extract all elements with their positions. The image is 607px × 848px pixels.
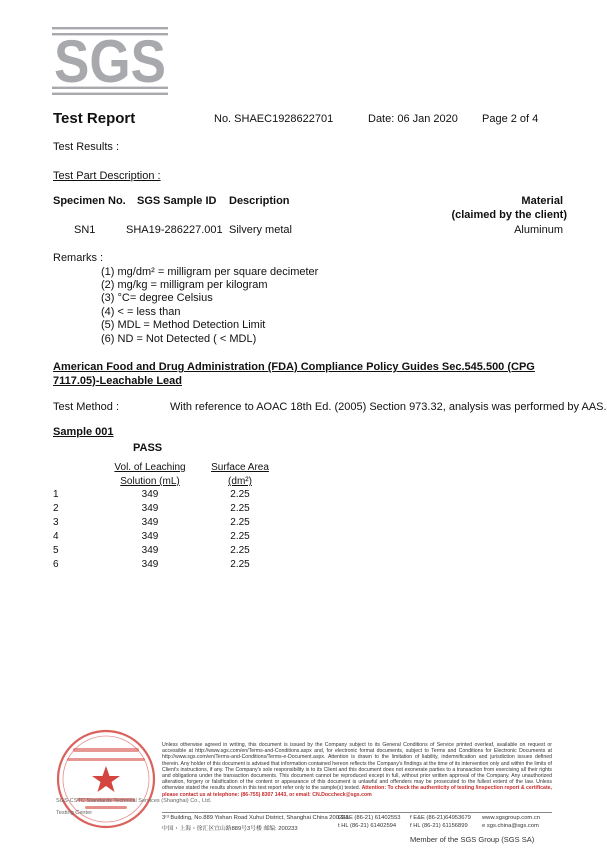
contact-email: e sgs.china@sgs.com bbox=[482, 823, 539, 829]
sample-heading: Sample 001 bbox=[53, 426, 114, 438]
report-date: Date: 06 Jan 2020 bbox=[368, 113, 458, 125]
surface-area-value: 2.25 bbox=[230, 503, 250, 514]
col-surface-area: Surface Area bbox=[211, 462, 269, 473]
stamp-testing-center: Testing Center bbox=[56, 810, 93, 816]
disclaimer-text: Unless otherwise agreed in writing, this document is issued by the Company subject to its General Conditions of Service printed overleaf, available on request or accessible at http://www.sgs.com/en/Terms-and-Conditions.aspx and, for electronic format documents, subject to Terms and Conditions for Electronic Documents at http://www.sgs.com/en/Terms-and-Conditions/Terms-e-Document.aspx. Attention is drawn to the limitation of liability, indemnification and jurisdiction issues defined therein. Any holder of this document is advised that information contained hereon reflects the Company's findings at the time of its intervention only and within the limits of Client's instructions, if any. The Company's sole responsibility is to its Client and this document does not exonerate parties to a transaction from exercising all their rights and obligations under the transaction documents. This document cannot be reproduced except in full, without prior written approval of the Company. Any unauthorized alteration, forgery or falsification of the content or appearance of this document is unlawful and offenders may be prosecuted to the fullest extent of the law. Unless otherwise stated the results shown in this test report refer only to the sample(s) tested. bbox=[162, 742, 552, 792]
surface-area-value: 2.25 bbox=[230, 517, 250, 528]
stamp-company-name: SGS-CSTC Standards Technical Services (Shanghai) Co., Ltd. bbox=[56, 798, 212, 804]
legal-disclaimer bbox=[162, 742, 552, 798]
leaching-volume-value: 349 bbox=[141, 503, 159, 514]
sgs-group-member: Member of the SGS Group (SGS SA) bbox=[410, 835, 535, 844]
leaching-volume-value: 349 bbox=[141, 545, 159, 556]
col-material-note: (claimed by the client) bbox=[451, 209, 567, 221]
row-number: 1 bbox=[53, 489, 59, 500]
leaching-volume-value: 349 bbox=[141, 517, 159, 528]
remark-item: (2) mg/kg = milligram per kilogram bbox=[101, 279, 268, 291]
test-part-heading: Test Part Description : bbox=[53, 170, 161, 182]
surface-area-value: 2.25 bbox=[230, 545, 250, 556]
address-english: 3ʳᵈ Building, No.889 Yishan Road Xuhui District, Shanghai China 200233 bbox=[162, 815, 349, 821]
address-chinese: 中国・上海・徐汇区宜山路889号3号楼 邮编: 200233 bbox=[162, 826, 298, 832]
surface-area-value: 2.25 bbox=[230, 489, 250, 500]
fax-ee: f E&E (86-21)64953679 bbox=[410, 815, 471, 821]
sample-description: Silvery metal bbox=[229, 224, 292, 236]
surface-area-value: 2.25 bbox=[230, 559, 250, 570]
fda-title: American Food and Drug Administration (FDA) Compliance Policy Guides Sec.545.500 (CPG bbox=[53, 361, 535, 373]
sgs-logo bbox=[52, 27, 168, 95]
row-number: 6 bbox=[53, 559, 59, 570]
remark-item: (1) mg/dm² = milligram per square decimeter bbox=[101, 266, 319, 278]
test-method-label: Test Method : bbox=[53, 401, 120, 413]
remark-item: (3) °C= degree Celsius bbox=[101, 292, 213, 304]
page-number: Page 2 of 4 bbox=[482, 113, 539, 125]
leaching-volume-value: 349 bbox=[141, 531, 159, 542]
authenticity-notice: Attention: To check the authenticity of testing /inspection report & certificate, please contact us at telephone: (86-755) 8307 1443, or email: CN.Doccheck@sgs.com bbox=[162, 785, 552, 798]
remarks-label: Remarks : bbox=[53, 252, 104, 264]
telephone-ee: t E&E (86-21) 61402553 bbox=[338, 815, 401, 821]
remark-item: (4) < = less than bbox=[101, 306, 181, 318]
col-material: Material bbox=[521, 195, 563, 207]
leaching-volume-value: 349 bbox=[141, 489, 159, 500]
leaching-volume-value: 349 bbox=[141, 559, 159, 570]
test-method-text: With reference to AOAC 18th Ed. (2005) Section 973.32, analysis was performed by AAS. bbox=[170, 401, 607, 413]
telephone-hl: t HL (86-21) 61402594 bbox=[338, 823, 397, 829]
row-number: 5 bbox=[53, 545, 59, 556]
remark-item: (5) MDL = Method Detection Limit bbox=[101, 319, 266, 331]
specimen-number: SN1 bbox=[74, 224, 96, 236]
surface-area-value: 2.25 bbox=[230, 531, 250, 542]
col-surface-area-unit: (dm²) bbox=[228, 476, 252, 487]
logo-text: SGS bbox=[54, 28, 166, 95]
website: www.sgsgroup.com.cn bbox=[482, 815, 540, 821]
footer-divider bbox=[162, 812, 552, 813]
remark-item: (6) ND = Not Detected ( < MDL) bbox=[101, 333, 257, 345]
fax-hl: f HL (86-21) 61156899 bbox=[410, 823, 468, 829]
fda-title-cont: 7117.05)-Leachable Lead bbox=[53, 375, 183, 387]
report-title: Test Report bbox=[53, 110, 136, 127]
col-leaching-volume: Vol. of Leaching bbox=[114, 462, 186, 473]
row-number: 3 bbox=[53, 517, 59, 528]
row-number: 4 bbox=[53, 531, 59, 542]
test-results-label: Test Results : bbox=[53, 141, 120, 153]
col-sgs-sample-id: SGS Sample ID bbox=[137, 195, 217, 207]
col-specimen-no: Specimen No. bbox=[53, 195, 126, 207]
col-leaching-volume-unit: Solution (mL) bbox=[120, 476, 180, 487]
sample-material: Aluminum bbox=[514, 224, 563, 236]
row-number: 2 bbox=[53, 503, 59, 514]
col-description: Description bbox=[229, 195, 290, 207]
sgs-sample-id: SHA19-286227.001 bbox=[126, 224, 223, 236]
sample-result: PASS bbox=[133, 442, 163, 454]
report-number: No. SHAEC1928622701 bbox=[214, 113, 334, 125]
